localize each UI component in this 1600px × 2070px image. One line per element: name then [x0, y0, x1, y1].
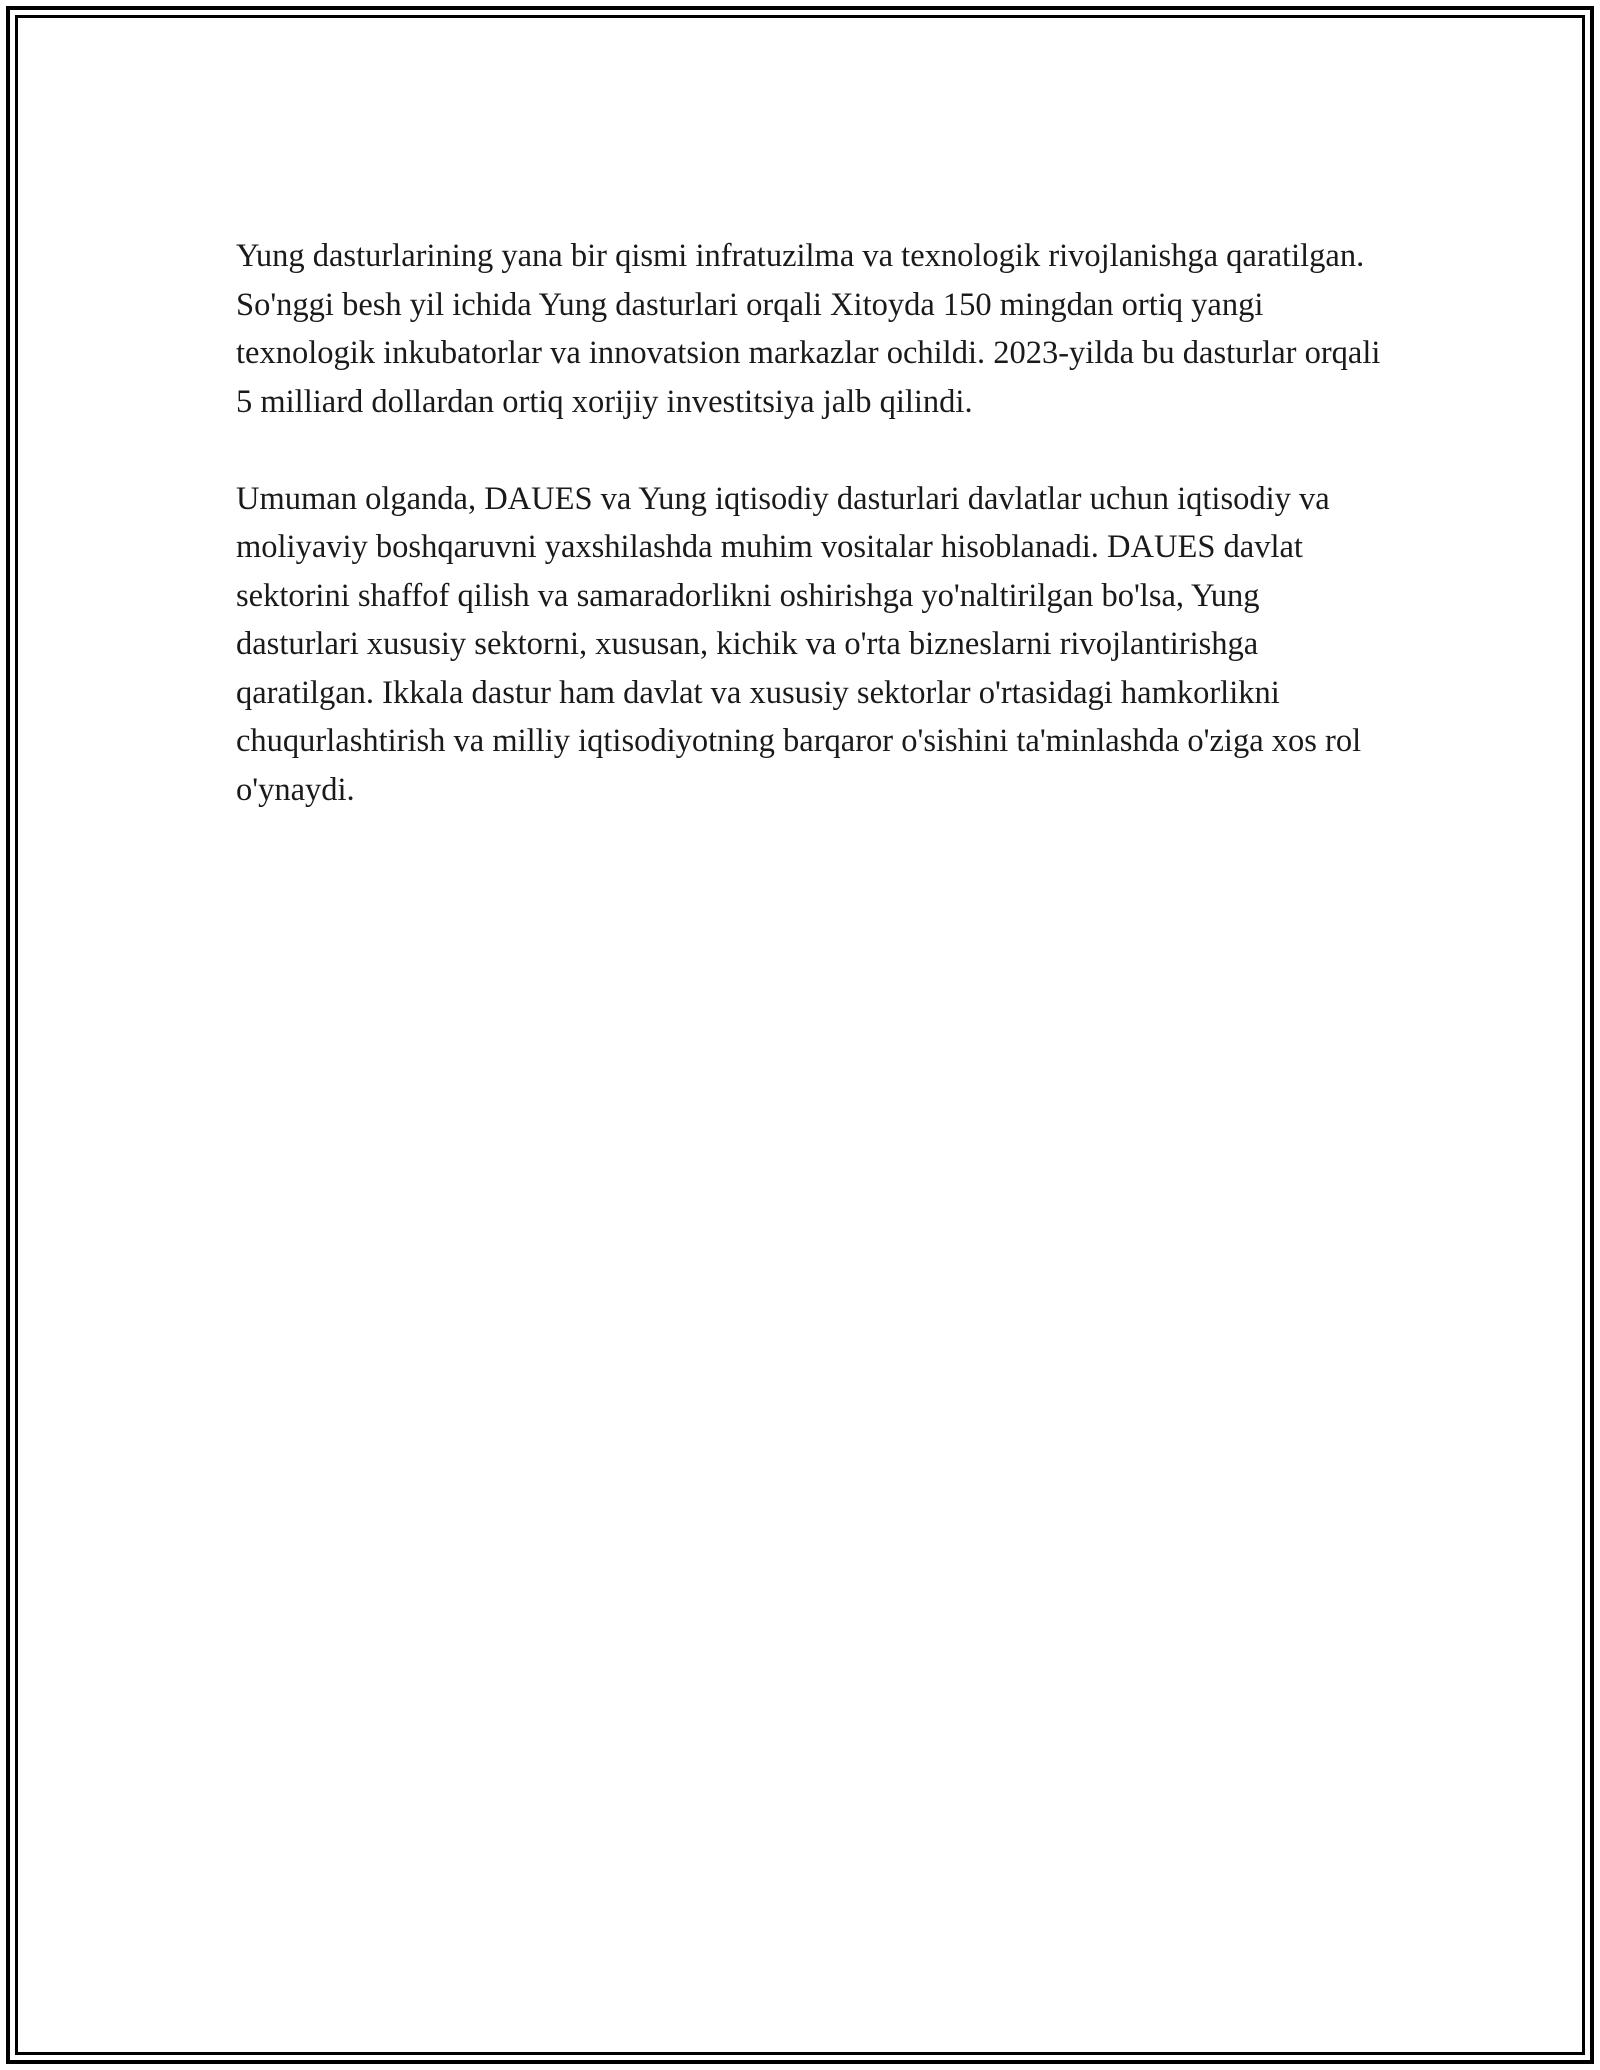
document-body: [236, 232, 1386, 863]
paragraph: Umuman olganda, DAUES va Yung iqtisodiy dasturlari davlatlar uchun iqtisodiy va moliyaviy boshqaruvni yaxshilashda muhim vositalar hisoblanadi. DAUES davlat sektorini shaffof qilish va samaradorlikni oshirishga yo'naltirilgan bo'lsa, Yung dasturlari xususiy sektorni, xususan, kichik va o'rta bizneslarni rivojlantirishga qaratilgan. Ikkala dastur ham davlat va xususiy sektorlar o'rtasidagi hamkorlikni chuqurlashtirish va milliy iqtisodiyotning barqaror o'sishini ta'minlashda o'ziga xos rol o'ynaydi.: [236, 480, 1362, 808]
paragraph: Yung dasturlarining yana bir qismi infratuzilma va texnologik rivojlanishga qaratilgan. So'nggi besh yil ichida Yung dasturlari orqali Xitoyda 150 mingdan ortiq yangi texnologik inkubatorlar va innovatsion markazlar ochildi. 2023-yilda bu dasturlar orqali 5 milliard dollardan ortiq xorijiy investitsiya jalb qilindi.: [236, 238, 1381, 420]
